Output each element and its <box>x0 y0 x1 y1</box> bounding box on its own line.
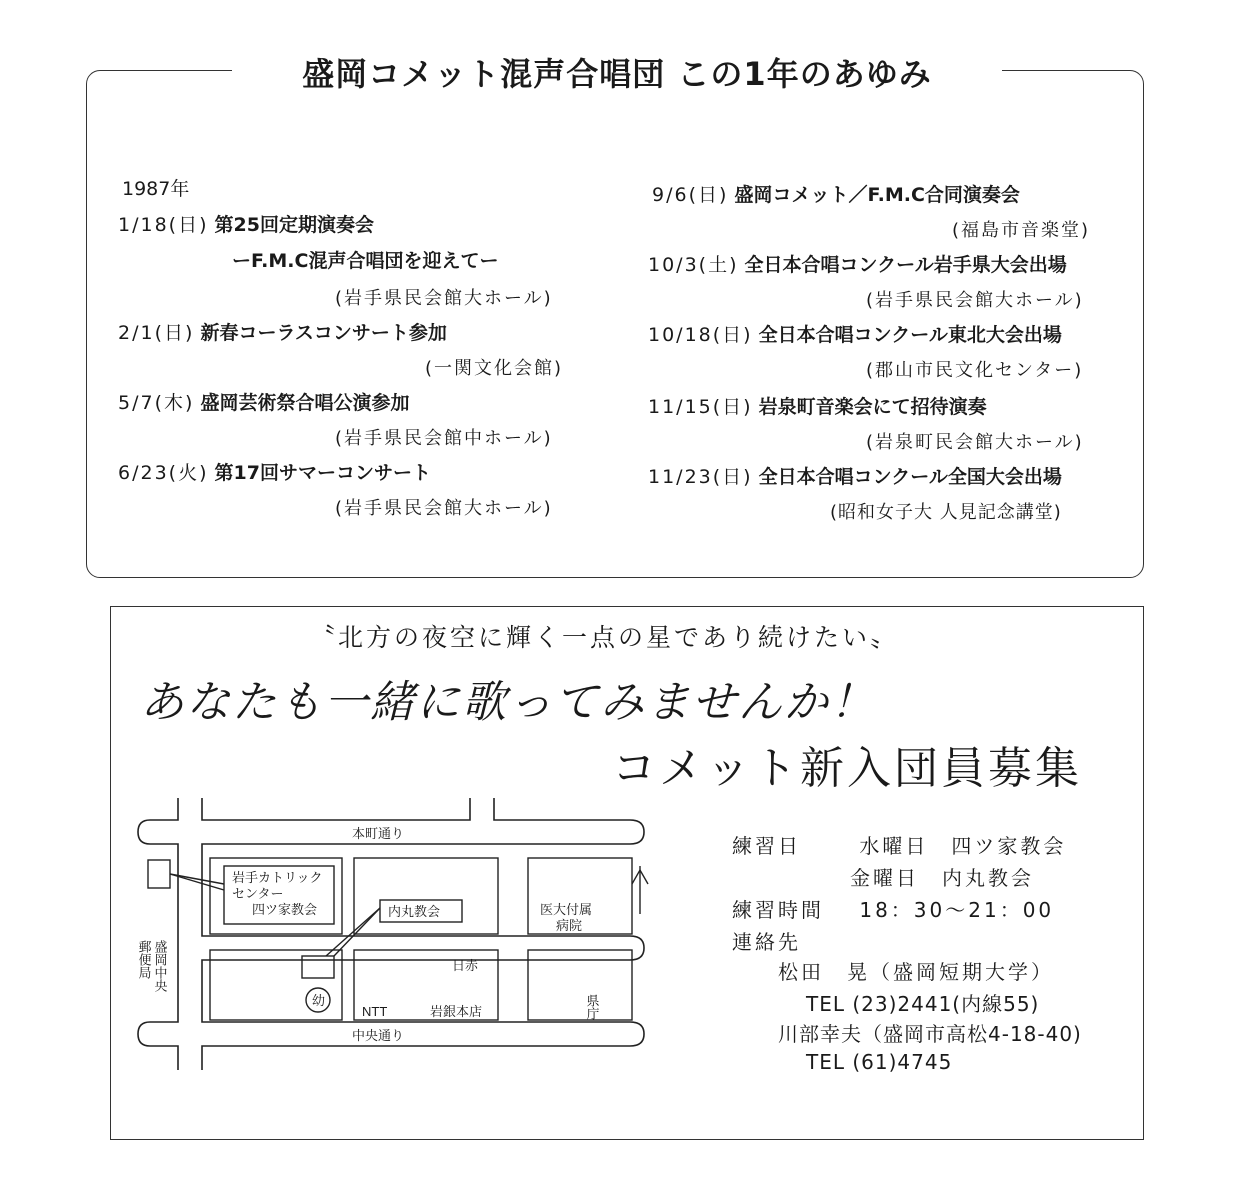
map-label-post: 郵便局 <box>136 940 152 979</box>
practice-day-1: 水曜日 四ツ家教会 <box>859 834 1067 858</box>
recruit-motto: 〝北方の夜空に輝く一点の星であり続けたい〟 <box>310 623 899 652</box>
practice-time-label: 練習時間 <box>732 898 824 922</box>
event-title: 岩泉町音楽会にて招待演奏 <box>758 396 987 418</box>
recruit-title: コメット新入団員募集 <box>612 743 1082 794</box>
event-date: 6/23(火) <box>118 462 209 484</box>
event-date: 10/18(日) <box>648 324 753 346</box>
event-venue: (岩手県民会館中ホール) <box>335 428 553 449</box>
practice-time: 18：30〜21：00 <box>859 898 1055 922</box>
map-label-uchimaru: 内丸教会 <box>388 904 441 919</box>
event-title: 全日本合唱コンクール岩手県大会出場 <box>744 254 1067 276</box>
event-venue: (岩手県民会館大ホール) <box>335 498 553 519</box>
contact2-tel: TEL (61)4745 <box>806 1050 953 1074</box>
map-pointer <box>334 908 380 956</box>
event-venue: (福島市音楽堂) <box>952 220 1091 241</box>
event-title: 新春コーラスコンサート参加 <box>200 322 447 344</box>
event-6-line <box>648 250 1067 277</box>
contact2-name: 川部幸夫（盛岡市高松4-18-40) <box>778 1022 1082 1046</box>
map-label-prefecture: 県庁 <box>584 994 600 1020</box>
history-title: 盛岡コメット混声合唱団 この1年のあゆみ <box>232 52 1002 96</box>
recruit-headline: あなたも一緒に歌ってみませんか！ <box>140 677 876 728</box>
map-label-bank: 岩銀本店 <box>430 1004 483 1019</box>
map-label-road-bottom: 中央通り <box>352 1028 405 1043</box>
event-date: 2/1(日) <box>118 322 195 344</box>
event-date: 5/7(木) <box>118 392 195 414</box>
map-label-post: 盛岡中央 <box>152 940 168 992</box>
event-title: 盛岡芸術祭合唱公演参加 <box>200 392 410 414</box>
access-map <box>130 790 660 1080</box>
event-title: 全日本合唱コンクール全国大会出場 <box>758 466 1062 488</box>
event-subtitle: ーF.M.C混声合唱団を迎えてー <box>232 250 499 272</box>
event-venue: (昭和女子大 人見記念講堂) <box>830 502 1062 523</box>
event-9-line <box>648 462 1062 489</box>
map-label-catholic: 四ツ家教会 <box>252 902 318 917</box>
event-venue: (一関文化会館) <box>425 358 564 379</box>
map-road-outline <box>138 798 178 1070</box>
map-label-road-top: 本町通り <box>352 826 405 841</box>
event-venue: (岩手県民会館大ホール) <box>335 288 553 309</box>
event-title: 全日本合唱コンクール東北大会出場 <box>758 324 1062 346</box>
event-date: 10/3(土) <box>648 254 739 276</box>
map-label-kindergarten: 幼 <box>312 993 326 1008</box>
practice-day-row <box>732 830 1066 859</box>
map-road-outline <box>202 798 470 820</box>
event-5-line <box>652 180 1020 207</box>
map-label-hospital: 医大付属 <box>540 902 593 917</box>
map-label-ntt: NTT <box>362 1004 388 1019</box>
event-1-line <box>118 210 374 237</box>
event-3-line <box>118 388 409 415</box>
map-label-catholic: センター <box>232 886 284 901</box>
history-year: 1987年 <box>122 178 190 200</box>
event-title: 第25回定期演奏会 <box>214 214 374 236</box>
event-date: 11/15(日) <box>648 396 753 418</box>
practice-day-2: 金曜日 内丸教会 <box>850 866 1034 890</box>
event-date: 1/18(日) <box>118 214 209 236</box>
map-label-catholic: 岩手カトリック <box>232 870 323 885</box>
event-8-line <box>648 392 987 419</box>
event-venue: (郡山市民文化センター) <box>866 360 1084 381</box>
event-venue: (岩泉町民会館大ホール) <box>866 432 1084 453</box>
map-label-nisseki: 日赤 <box>452 958 479 973</box>
contact1-tel: TEL (23)2441(内線55) <box>806 992 1040 1016</box>
contact1-name: 松田 晃（盛岡短期大学） <box>778 960 1054 984</box>
map-label-hospital: 病院 <box>556 918 583 933</box>
post-office-marker <box>148 860 170 888</box>
event-date: 9/6(日) <box>652 184 729 206</box>
event-4-line <box>118 458 431 485</box>
contact-label: 連絡先 <box>732 930 801 954</box>
event-title: 第17回サマーコンサート <box>214 462 431 484</box>
event-date: 11/23(日) <box>648 466 753 488</box>
event-venue: (岩手県民会館大ホール) <box>866 290 1084 311</box>
practice-time-row <box>732 894 1054 923</box>
practice-day-label: 練習日 <box>732 834 801 858</box>
event-1-subtitle <box>232 246 498 273</box>
event-7-line <box>648 320 1062 347</box>
event-2-line <box>118 318 447 345</box>
event-title: 盛岡コメット／F.M.C合同演奏会 <box>734 184 1020 206</box>
